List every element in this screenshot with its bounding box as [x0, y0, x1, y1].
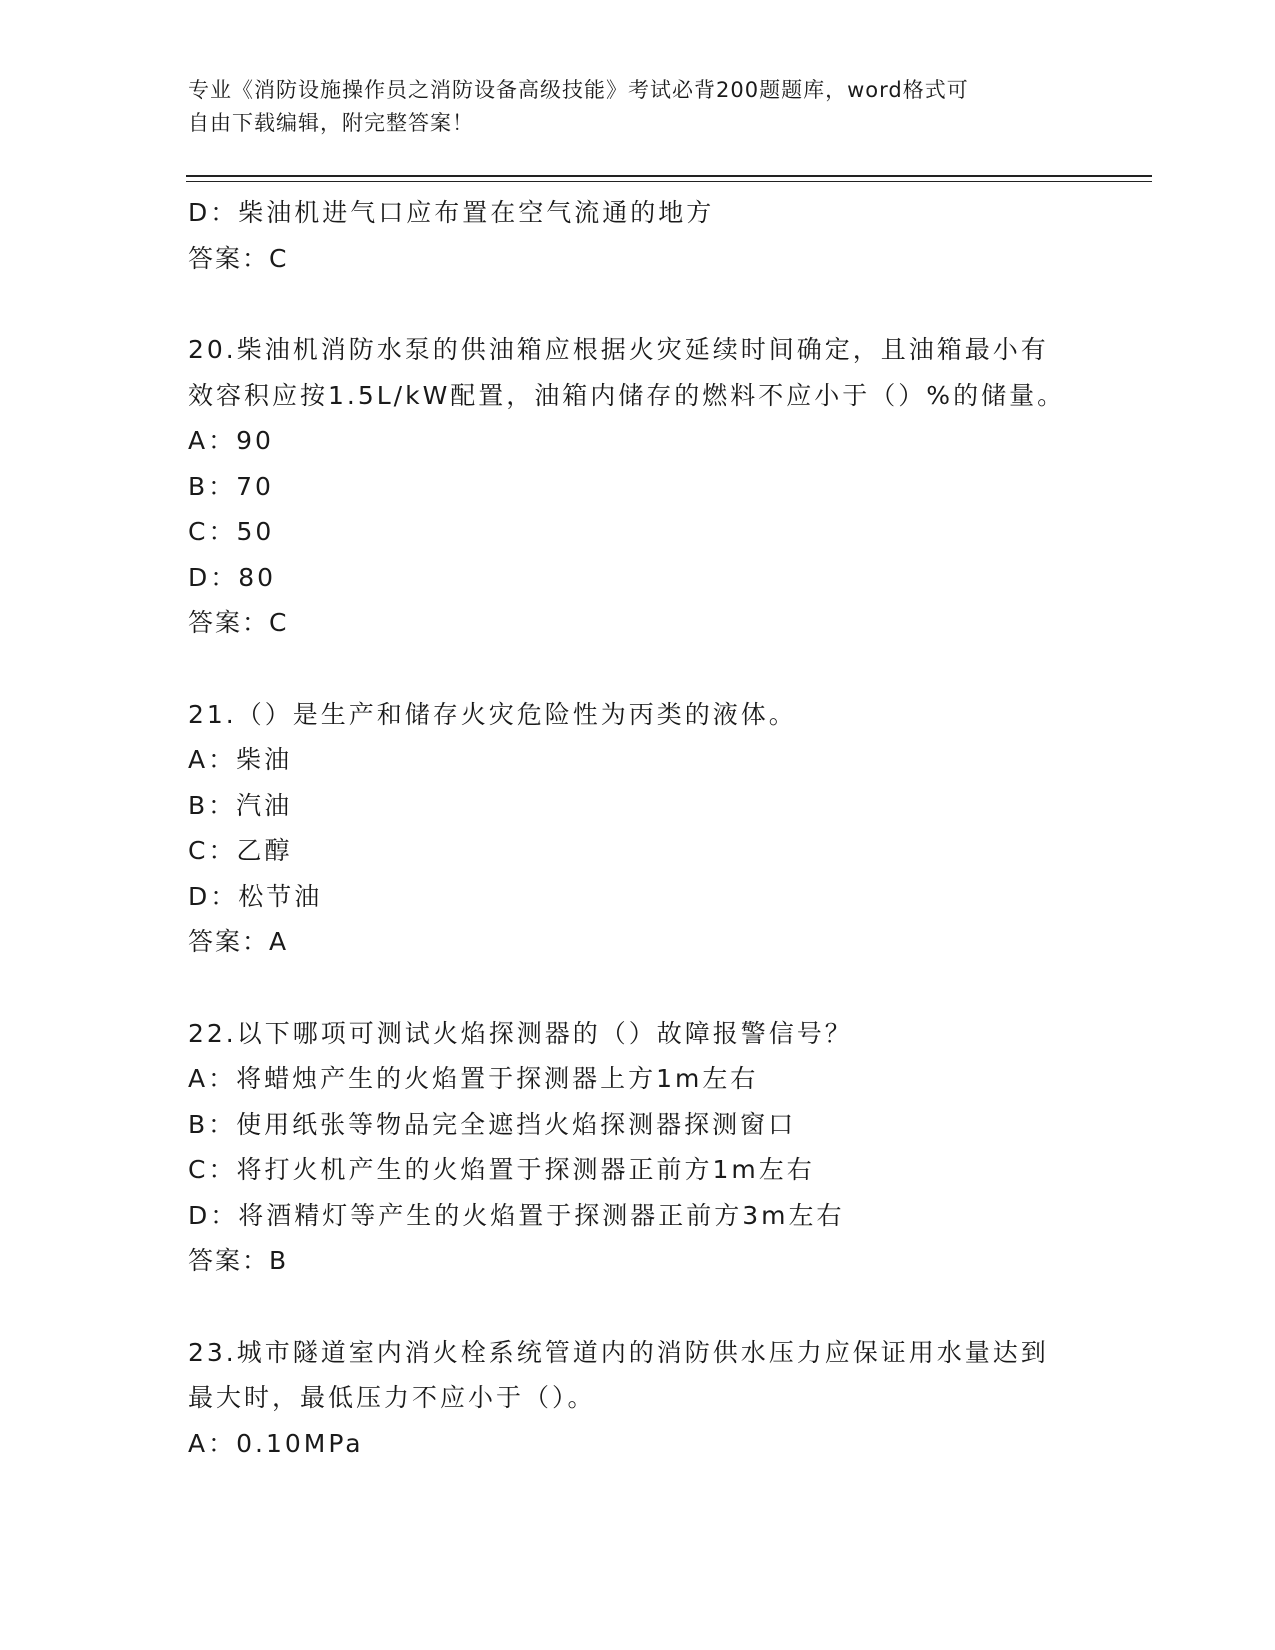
- option-c: C：50: [188, 517, 275, 546]
- option-d: D：80: [188, 562, 277, 592]
- option-b: B：使用纸张等物品完全遮挡火焰探测器探测窗口: [188, 1109, 797, 1139]
- document-header: [188, 74, 1068, 140]
- spacer: [188, 646, 1088, 692]
- question-stem: 20.柴油机消防水泵的供油箱应根据火灾延续时间确定，且油箱最小有: [188, 335, 1049, 364]
- question-20: [188, 327, 1088, 646]
- option-c: C：乙醇: [188, 836, 293, 865]
- question-21: [188, 692, 1088, 965]
- question-stem-cont: 效容积应按1.5L/kW配置，油箱内储存的燃料不应小于（）%的储量。: [188, 380, 1066, 410]
- option-d: D：松节油: [188, 881, 323, 911]
- option-a: A：将蜡烛产生的火焰置于探测器上方1m左右: [188, 1064, 759, 1093]
- option-a: A：90: [188, 426, 274, 455]
- option-c: C：将打火机产生的火焰置于探测器正前方1m左右: [188, 1155, 815, 1184]
- answer: 答案：B: [188, 1246, 289, 1275]
- question-22: [188, 1011, 1088, 1284]
- question-content: [188, 190, 1088, 1466]
- question-23: [188, 1330, 1088, 1467]
- spacer: [188, 281, 1088, 327]
- header-line-1: 专业《消防设施操作员之消防设备高级技能》考试必背200题题库，word格式可: [188, 78, 969, 102]
- question-stem-cont: 最大时，最低压力不应小于（）。: [188, 1383, 596, 1412]
- spacer: [188, 965, 1088, 1011]
- option-b: B：70: [188, 471, 274, 501]
- header-divider-thin: [186, 181, 1152, 182]
- header-line-2: 自由下载编辑，附完整答案！: [188, 111, 474, 135]
- option-a: A：0.10MPa: [188, 1428, 364, 1458]
- option-a: A：柴油: [188, 745, 293, 774]
- question-stem: 22.以下哪项可测试火焰探测器的（）故障报警信号？: [188, 1018, 853, 1048]
- question-stem: 21.（）是生产和储存火灾危险性为丙类的液体。: [188, 699, 797, 729]
- answer: 答案：A: [188, 927, 289, 956]
- question-stem: 23.城市隧道室内消火栓系统管道内的消防供水压力应保证用水量达到: [188, 1337, 1049, 1367]
- spacer: [188, 1284, 1088, 1330]
- option-b: B：汽油: [188, 790, 293, 820]
- prev-answer: 答案：C: [188, 243, 289, 273]
- option-d: D：将酒精灯等产生的火焰置于探测器正前方3m左右: [188, 1200, 845, 1230]
- answer: 答案：C: [188, 608, 289, 637]
- prev-option-d: D：柴油机进气口应布置在空气流通的地方: [188, 198, 715, 227]
- header-divider-thick: [186, 175, 1152, 177]
